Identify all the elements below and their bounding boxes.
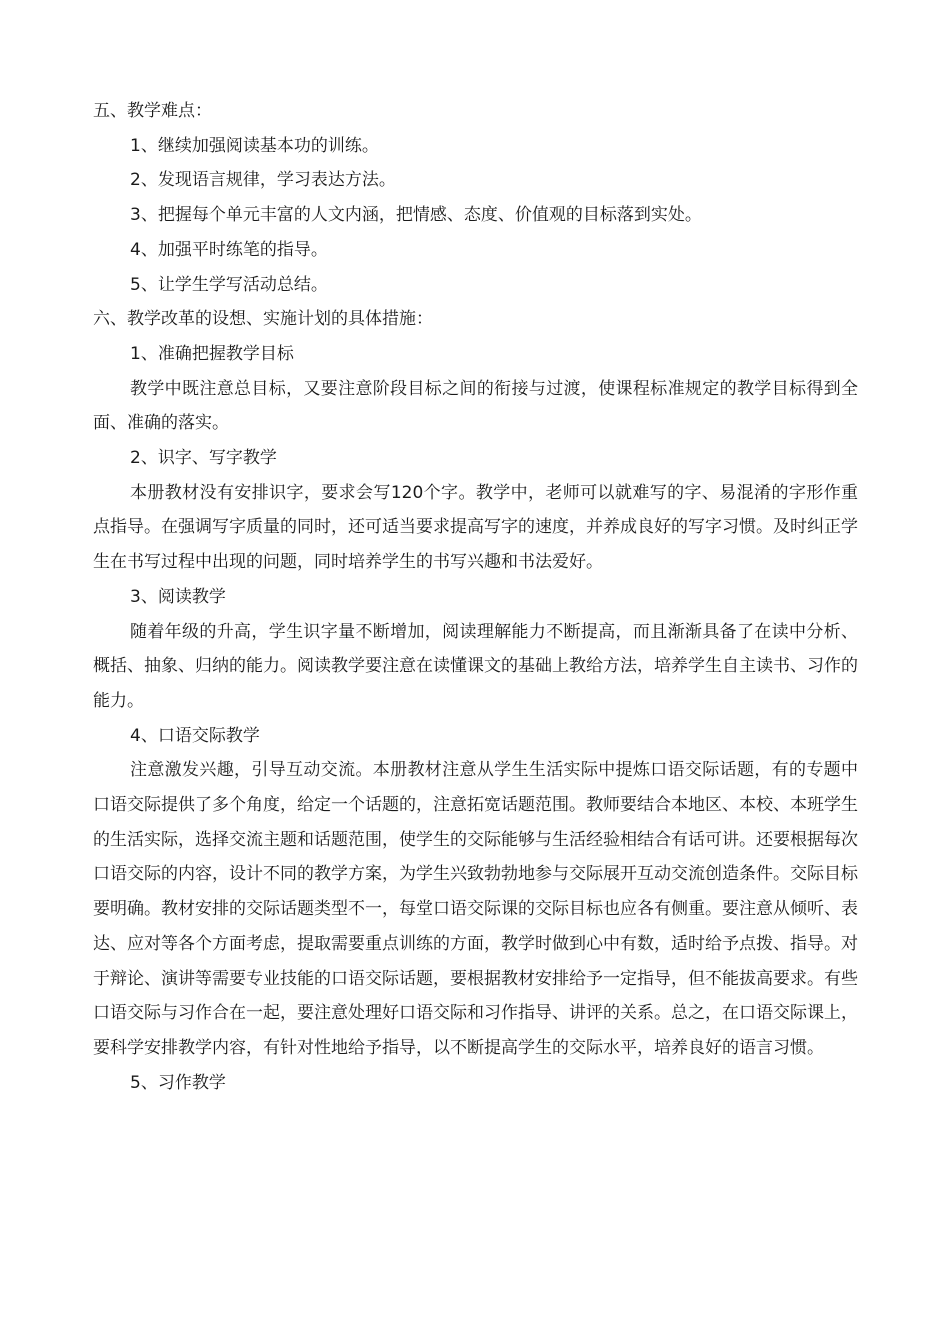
subsection-5-heading: 5、习作教学	[130, 1072, 226, 1093]
section-5-item-3: 3、把握每个单元丰富的人文内涵，把情感、态度、价值观的目标落到实处。	[130, 205, 702, 226]
subsection-1-body: 教学中既注意总目标，又要注意阶段目标之间的衔接与过渡，使课程标准规定的教学目标得到全面、准确的落实。	[93, 378, 858, 434]
subsection-4-heading: 4、口语交际教学	[130, 725, 260, 746]
document-page	[93, 94, 858, 1100]
subsection-1-heading: 1、准确把握教学目标	[130, 343, 294, 364]
subsection-2-heading: 2、识字、写字教学	[130, 448, 277, 469]
section-5-item-1: 1、继续加强阅读基本功的训练。	[130, 135, 379, 156]
section-5-item-5: 5、让学生学写活动总结。	[130, 274, 328, 295]
subsection-4-body: 注意激发兴趣，引导互动交流。本册教材注意从学生生活实际中提炼口语交际话题，有的专题中口语交际提供了多个角度，给定一个话题的，注意拓宽话题范围。教师要结合本地区、本校、本班学生的生活实际，选择交流主题和话题范围，使学生的交际能够与生活经验相结合有话可讲。还要根据每次口语交际的内容，设计不同的教学方案，为学生兴致勃勃地参与交际展开互动交流创造条件。交际目标要明确。教材安排的交际话题类型不一，每堂口语交际课的交际目标也应各有侧重。要注意从倾听、表达、应对等各个方面考虑，提取需要重点训练的方面，教学时做到心中有数，适时给予点拨、指导。对于辩论、演讲等需要专业技能的口语交际话题，要根据教材安排给予一定指导，但不能拔高要求。有些口语交际与习作合在一起，要注意处理好口语交际和习作指导、讲评的关系。总之，在口语交际课上，要科学安排教学内容，有针对性地给予指导，以不断提高学生的交际水平，培养良好的语言习惯。	[93, 760, 858, 1058]
subsection-2-body: 本册教材没有安排识字，要求会写120个字。教学中，老师可以就难写的字、易混淆的字形作重点指导。在强调写字质量的同时，还可适当要求提高写字的速度，并养成良好的写字习惯。及时纠正学生在书写过程中出现的问题，同时培养学生的书写兴趣和书法爱好。	[93, 482, 858, 573]
section-5-item-2: 2、发现语言规律，学习表达方法。	[130, 170, 396, 191]
section-5-heading: 五、教学难点：	[93, 101, 212, 121]
section-5-item-4: 4、加强平时练笔的指导。	[130, 239, 328, 260]
section-6-heading: 六、教学改革的设想、实施计划的具体措施：	[93, 309, 433, 330]
subsection-3-body: 随着年级的升高，学生识字量不断增加，阅读理解能力不断提高，而且渐渐具备了在读中分析、概括、抽象、归纳的能力。阅读教学要注意在读懂课文的基础上教给方法，培养学生自主读书、习作的能力。	[93, 621, 858, 711]
subsection-3-heading: 3、阅读教学	[130, 586, 226, 607]
